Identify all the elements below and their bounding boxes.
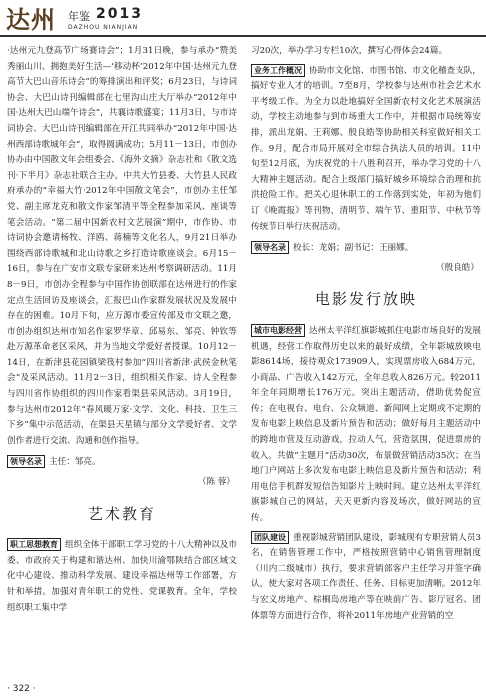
right-signature: （殷良皓） xyxy=(436,262,479,273)
business-overview-paragraph xyxy=(251,64,481,236)
cinema-operation-paragraph xyxy=(251,324,481,527)
study-summary-line: 习20次，举办学习专栏10次，撰写心得体会24篇。 xyxy=(251,46,448,56)
page-header xyxy=(0,0,486,44)
team-building-tag: 团队建设 xyxy=(251,531,289,544)
left-column xyxy=(7,44,237,616)
left-signature: （陈 蓉） xyxy=(197,477,235,488)
section-title-art-education: 艺术教育 xyxy=(87,504,156,523)
team-building-text: 重视影城营销团队建设，影城现有专职营销人员3名，在销售管理工作中，严格按照营销中心销售管理制度（川内二级城市）执行，要求营销部客户主任学习并签字确认，使大家对各项工作责任、任务、目标更加清晰。2012年与宏义房地产、棕榈岛房地产等在映前广告、影厅冠名、团体票等方面进行合作，将补2011年房地产业营销的空 xyxy=(251,532,481,621)
staff-education-tag: 职工思想教育 xyxy=(7,538,61,551)
team-building-paragraph xyxy=(251,531,481,625)
staff-education-paragraph xyxy=(7,538,237,616)
yearbook-label: 年鉴 xyxy=(68,10,90,23)
page-number: · 322 · xyxy=(7,684,36,694)
right-leaders-line xyxy=(251,241,481,257)
leaders-text: 主任：邹亮。 xyxy=(49,457,101,468)
yearbook-title: 达州 xyxy=(6,6,56,34)
leaders-tag: 领导名录 xyxy=(251,241,289,254)
cinema-operation-tag: 城市电影经营 xyxy=(251,324,305,337)
leaders-tag: 领导名录 xyxy=(7,455,45,468)
literature-paragraph: ·达州元九登高节广场赛诗会”；1月31日晚，参与承办“赞美秀丽山川、拥抱美好生活—‘移动杯’2012年中国·达州元九登高节大巴山音乐诗会”的筹排演出和评奖；6月23日，与诗词协会、大巴山诗刊编辑部在七里沟山庄大厅举办“2012年中国·达州大巴山端午诗会”，共襄诗歌盛宴；11月3日，与市诗词协会、大巴山诗刊编辑部在开江共同举办“2012年中国·达州西部诗歌城年会”，取得圆满成功；5月11－13日，市创办协办由中国散文年会组委会、《海外文摘》杂志社和《散文选刊·下半月》杂志社联合主办，中共大竹县委、大竹县人民政府承办的“幸福大竹·2012年中国散文笔会”，市创办主任邹党、副主席龙克和散文作家邹清平等全程参加采风、座谈等笔会活动。“第二届中国新农村文艺展演”期中，市作协、市诗词协会邀请杨牧、洋鸥、蒋楠等文化名人，9月21日举办围绕西部诗歌城和北山诗歌之乡打造诗歌座谈会。6月15－16日，参与在广安市文联专家研来达州考察调研活动。11月8－9日，市创办全程参与中国作协创联部在达州进行的作家定点生活回访及座谈会，汇报巴山作家群发展状况及发展中存在的困难。10月下旬，应万源市委宣传部及市文联之邀，市创办组织达州市知名作家罗华章、邱易东、邹亮、钟钦等赴万源革命老区采风，并为当地文学爱好者授课。10月12－14日，在新津县花园镇梁筏村参加“四川省新津·武侯金秋笔会”及采风活动。11月2－3日，组织相关作家、诗人全程参与四川省作协组织的四川作家看渠县采风活动。3月19日，参与达州市2012年“春风暖万家·文学、文化、科技、卫生三下乡”集中示范活动，在渠县天星镇与部分文学爱好者、文学创作者进行交流、沟通和创作指导。 xyxy=(7,46,237,446)
left-leaders-line xyxy=(7,455,237,471)
leaders-text: 校长：龙娟；副书记：王丽娜。 xyxy=(293,243,414,254)
header-rule xyxy=(0,35,486,37)
right-column xyxy=(251,44,481,624)
section-title-film-distribution: 电影发行放映 xyxy=(314,290,417,309)
business-overview-text: 协助市文化馆、市图书馆、市文化稽查支队，搞好专业人才的培训。7至8月，学校参与达州市社会艺术水平考级工作。为全力以赴地搞好全国新农村文化艺术展演活动，学校主动地参与到市场重大工作中，并根据市局统筹安排，派出龙娟、王莉娜、殷良皓等协助相关科室做好相关工作。9月，配合市局开展对全市综合执法人员的培训。11中旬至12月底，为庆祝党的十八胜利召开，举办学习党的十八大精神主题活动。配合上级部门搞好城乡环境综合治理和抗洪抢险工作。把关心退休职工的工作落到实处，年初为他们订《晚霞报》等刊物，清明节、端午节、重阳节、中秋节等传统节日举行庆祝活动。 xyxy=(251,65,481,232)
yearbook-pinyin: DAZHOU NIANJIAN xyxy=(68,24,139,31)
staff-education-text: 组织全体干部职工学习党的十八大精神以及市委、市政府关于构建和谐达州、加快川渝鄂陕结合部区域文化中心建设、推动科学发展、建设幸福达州等工作部署，方针和举措。加强对青年职工的党性、党课教育。全年，学校组织职工集中学 xyxy=(7,540,237,613)
cinema-operation-text: 达州太平洋红旗影城抓住电影市场良好的发展机遇，经营工作取得历史以来的最好成绩，全年影城放映电影8614场，接待观众173909人，实现票房收入684万元，小商品、广告收入142万元，全年总收入826万元。较2011年全年同期增长176万元。突出主题活动，借助优势促宣传；在电视台、电台、公众频道、新闻网上定期或不定期的发布电影上映信息及新片预告和活动；做好每月主题活动中的跨地市营及互动游戏，拉动人气，营造氛围，促进票房的收入。共做“主题月”活动30次，布景做营销活动35次；在当地门户网站上多次发布电影上映信息及新片预告和活动；利用电信手机群发短信告知影片上映时间。建立达州太平洋红旗影城自己的网站，天天更新内容及场次，做好网站的宣传。 xyxy=(251,325,481,524)
yearbook-year: 2013 xyxy=(96,6,143,22)
business-overview-tag: 业务工作概况 xyxy=(251,64,305,77)
